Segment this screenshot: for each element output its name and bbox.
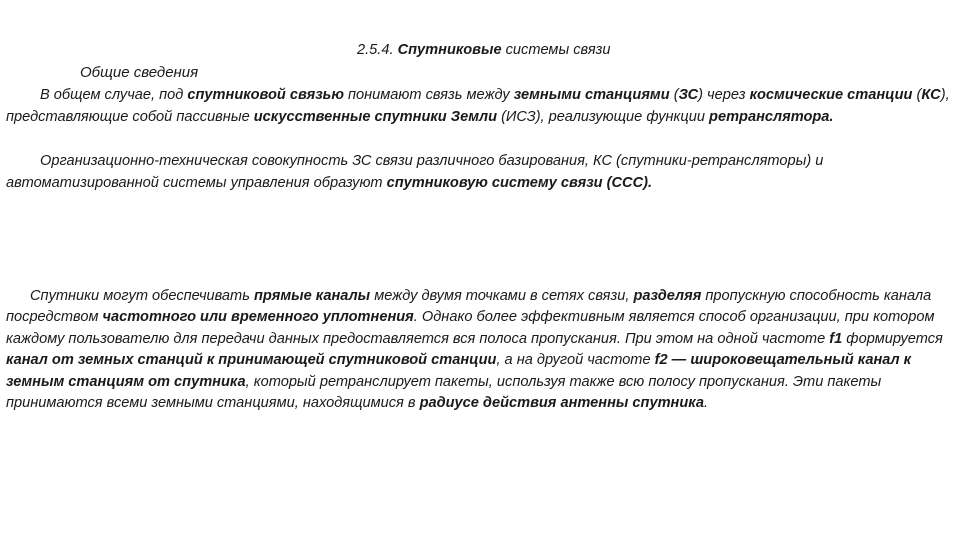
p2-term-satellite-system: спутниковую систему связи [386, 175, 603, 191]
p1-term-artificial-satellites: искусственные спутники Земли [253, 109, 498, 125]
p3-term-dividing: разделяя [633, 288, 702, 304]
p2-term-sss: (ССС). [606, 175, 653, 191]
p1-text-2: понимают связь между [343, 87, 514, 103]
title-suffix: системы связи [501, 42, 611, 58]
p3-term-antenna-range: радиусе действия антенны спутника [419, 395, 704, 412]
p1-term-earth-stations: земными станциями [513, 87, 670, 103]
p1-text-3: ( [669, 87, 679, 103]
p1-text-1: В общем случае, под [40, 87, 188, 103]
p1-term-satellite-communication: спутниковой связью [187, 87, 344, 103]
p1-term-zs: ЗС [678, 87, 699, 103]
p1-text-7: (ИСЗ), реализующие функции [497, 109, 710, 125]
p2-text-1: Организационно-техническая совокупность ЗС связи различного базирования, КС (спутники-ретрансляторы) и автоматизированной системы управления образуют [6, 153, 824, 191]
p3-text-2: между двумя точками в сетях связи, [370, 288, 634, 304]
p3-term-f2-broadcast: f2 — широковещательный канал к земным станциям от спутника [6, 352, 912, 390]
title-prefix: 2.5.4. [357, 42, 398, 58]
p3-term-uplink-channel: канал от земных станций к принимающей спутниковой станции [6, 352, 497, 369]
section-subtitle: Общие сведения [80, 64, 199, 81]
p1-term-ks: КС [921, 87, 941, 103]
p1-text-4: ) через [698, 87, 750, 103]
paragraph-channels [6, 286, 954, 414]
p3-term-multiplexing: частотного или временного уплотнения [102, 309, 414, 326]
paragraph-system-definition [6, 150, 954, 194]
p3-text-8: . [703, 395, 709, 412]
p3-term-f1: f1 [829, 330, 843, 347]
p1-term-space-stations: космические станции [749, 87, 913, 103]
p3-text-7: , который ретранслирует пакеты, используя также всю полосу пропускания. Эти пакеты принимаются всеми земными станциями, находящимися в [6, 373, 882, 412]
p3-text-1: Спутники могут обеспечивать [30, 288, 254, 304]
title-bold: Спутниковые [397, 42, 502, 58]
p3-text-6: , а на другой частоте [496, 352, 655, 369]
section-title [357, 42, 611, 58]
paragraph-definition [6, 84, 954, 128]
p1-text-6: ), представляющие собой пассивные [6, 87, 950, 125]
p3-text-5: формируется [842, 330, 943, 347]
p1-term-repeater: ретранслятора. [709, 109, 834, 125]
p1-text-5: ( [912, 87, 922, 103]
p3-text-4: . Однако более эффективным является способ организации, при котором каждому пользователю для передачи данных предоставляется вся полоса пропускания. При этом на одной частоте [6, 309, 935, 347]
p3-term-direct-channels: прямые каналы [253, 288, 371, 304]
p3-text-3: пропускную способность канала посредством [6, 288, 932, 326]
